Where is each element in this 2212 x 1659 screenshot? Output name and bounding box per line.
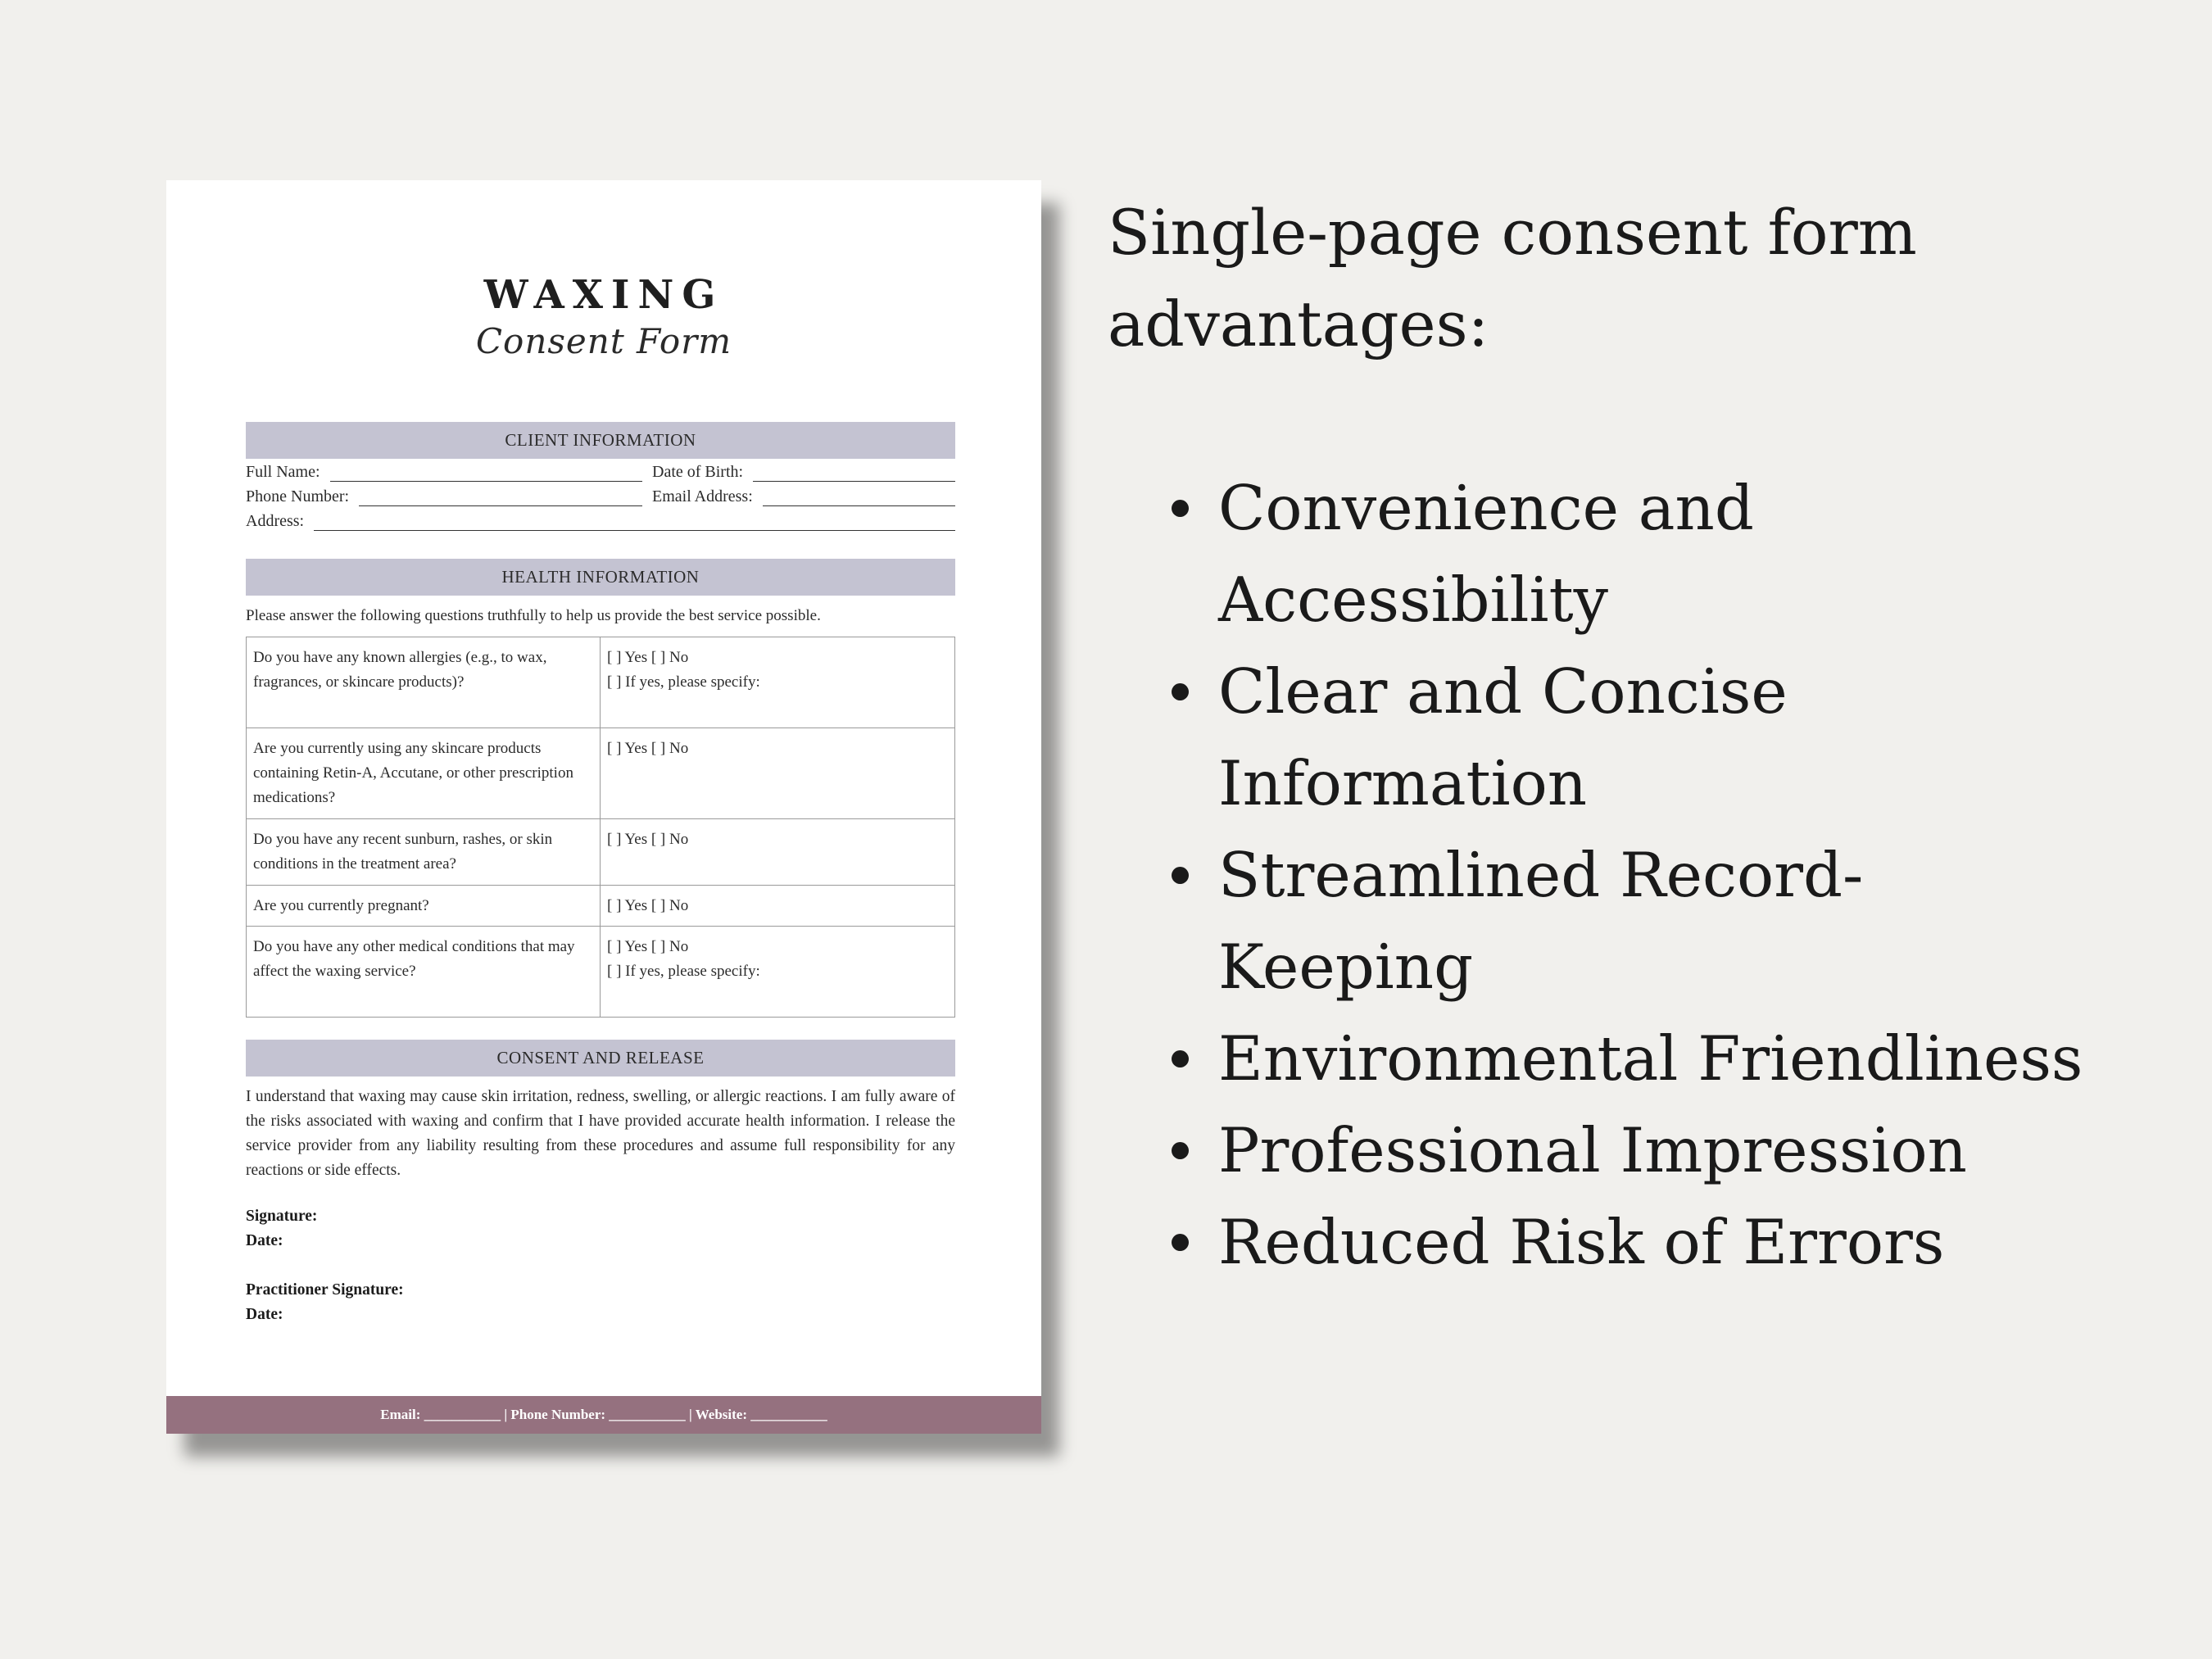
list-item-text: Environmental Friendliness	[1218, 1022, 2083, 1095]
client-information-header: CLIENT INFORMATION	[246, 422, 955, 459]
date-of-birth-line	[753, 466, 955, 482]
document-footer: Email: ___________ | Phone Number: ___________ | Website: ___________	[166, 1396, 1041, 1434]
bullet-icon	[1172, 683, 1189, 700]
email-address-label: Email Address:	[652, 487, 753, 505]
specify-checkbox[interactable]: [ ] If yes, please specify:	[607, 963, 760, 980]
document-subtitle: Consent Form	[475, 321, 732, 361]
bullet-icon	[1172, 1142, 1189, 1159]
question-cell: Are you currently using any skincare products containing Retin-A, Accutane, or other prescription medications?	[247, 728, 601, 819]
table-row	[247, 819, 955, 886]
bullet-icon	[1172, 500, 1189, 517]
date-label: Date:	[246, 1232, 283, 1249]
question-cell: Do you have any other medical conditions that may affect the waxing service?	[247, 927, 601, 1018]
practitioner-date-label: Date:	[246, 1306, 283, 1323]
health-information-header: HEALTH INFORMATION	[246, 559, 955, 596]
answer-cell	[601, 886, 955, 927]
answer-cell	[601, 637, 955, 728]
list-item	[1129, 646, 2103, 829]
question-cell: Are you currently pregnant?	[247, 886, 601, 927]
list-item	[1129, 829, 2103, 1013]
date-of-birth-label: Date of Birth:	[652, 463, 744, 481]
full-name-label: Full Name:	[246, 463, 320, 481]
list-item	[1129, 1013, 2103, 1104]
question-cell: Do you have any known allergies (e.g., to wax, fragrances, or skincare products)?	[247, 637, 601, 728]
consent-release-header: CONSENT AND RELEASE	[246, 1040, 955, 1077]
phone-number-label: Phone Number:	[246, 487, 350, 505]
yes-no-checkboxes[interactable]: [ ] Yes [ ] No	[607, 649, 689, 666]
yes-no-checkboxes[interactable]: [ ] Yes [ ] No	[607, 897, 689, 914]
table-row	[247, 927, 955, 1018]
email-address-field	[652, 487, 955, 506]
answer-cell	[601, 927, 955, 1018]
list-item	[1129, 1196, 2103, 1288]
answer-cell	[601, 819, 955, 886]
answer-cell	[601, 728, 955, 819]
document-title: WAXING	[483, 272, 724, 318]
practitioner-signature-label: Practitioner Signature:	[246, 1281, 404, 1299]
health-questions-table	[246, 637, 955, 1018]
specify-checkbox[interactable]: [ ] If yes, please specify:	[607, 673, 760, 691]
yes-no-checkboxes[interactable]: [ ] Yes [ ] No	[607, 740, 689, 757]
yes-no-checkboxes[interactable]: [ ] Yes [ ] No	[607, 938, 689, 955]
phone-number-line	[359, 491, 642, 506]
bullet-icon	[1172, 1234, 1189, 1251]
list-item-text: Streamlined Record-	[1218, 839, 1864, 911]
bullet-icon	[1172, 1050, 1189, 1067]
list-item-text: Clear and Concise	[1218, 655, 1788, 728]
bullet-icon	[1172, 867, 1189, 884]
list-item-text: Reduced Risk of Errors	[1218, 1206, 1945, 1278]
list-item-text: Information	[1218, 747, 1588, 819]
address-field	[246, 512, 955, 531]
consent-form-document	[166, 180, 1041, 1434]
question-cell: Do you have any recent sunburn, rashes, or skin conditions in the treatment area?	[247, 819, 601, 886]
full-name-field	[246, 463, 642, 482]
table-row	[247, 637, 955, 728]
yes-no-checkboxes[interactable]: [ ] Yes [ ] No	[607, 831, 689, 848]
advantages-list	[1129, 462, 2103, 1288]
signature-label: Signature:	[246, 1208, 318, 1225]
headline-line: advantages:	[1108, 288, 1489, 360]
phone-number-field	[246, 487, 642, 506]
table-row	[247, 886, 955, 927]
advantages-headline	[1108, 187, 1917, 370]
list-item	[1129, 1104, 2103, 1196]
full-name-line	[330, 466, 642, 482]
date-of-birth-field	[652, 463, 955, 482]
list-item-text: Convenience and	[1218, 472, 1754, 544]
consent-text: I understand that waxing may cause skin irritation, redness, swelling, or allergic reactions. I am fully aware of the risks associated with waxing and confirm that I have provided accurate health information. I release the service provider from any liability resulting from these procedures and assume full responsibility for any reactions or side effects.	[246, 1088, 955, 1179]
list-item-text: Professional Impression	[1218, 1114, 1967, 1186]
health-intro-text: Please answer the following questions truthfully to help us provide the best service possible.	[246, 607, 821, 624]
headline-line: Single-page consent form	[1108, 196, 1917, 269]
list-item-text: Keeping	[1218, 931, 1474, 1003]
email-address-line	[763, 491, 955, 506]
address-line	[314, 515, 955, 531]
list-item-text: Accessibility	[1218, 564, 1609, 636]
address-label: Address:	[246, 512, 305, 530]
table-row	[247, 728, 955, 819]
list-item	[1129, 462, 2103, 646]
